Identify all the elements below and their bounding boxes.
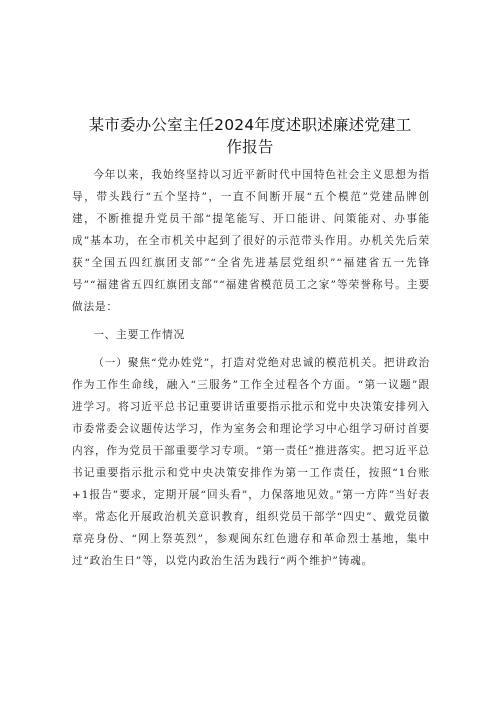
section-heading: 一、主要工作情况	[93, 329, 186, 341]
title-line-1: 某市委办公室主任2024年度述职述廉述党建工	[88, 116, 412, 134]
section-paragraph: （一）聚焦“党办姓党”，打造对党绝对忠诚的模范机关。把讲政治作为工作生命线，融入“三服务”工作全过程各个方面。“第一议题”跟进学习。将习近平总书记重要讲话重要指示批示和党中央决策安排列入市委常委会议题传达学习，作为室务会和理论学习中心组学习研讨首要内容，作为党员干部重要学习专项。“第一责任”推进落实。把习近平总书记重要指示批示和党中央决策安排作为第一工作责任，按照“1台账+1报告”要求，定期开展“回头看”，力保落地见效。”第一方阵”当好表率。常态化开展政治机关意识教育，组织党员干部学“四史”、戴党员徽章亮身份、“网上祭英烈”，参观闽东红色遗存和革命烈士基地，集中过“政治生日”等，以党内政治生活为践行“两个维护”铸魂。	[72, 357, 430, 567]
document-title	[70, 114, 430, 158]
intro-paragraph: 今年以来，我始终坚持以习近平新时代中国特色社会主义思想为指导，带头践行“五个坚持”，一直不间断开展“五个模范”党建品牌创建，不断推提升党员干部“提笔能写、开口能讲、问策能对、办事能成”基本功，在全市机关中起到了很好的示范带头作用。办机关先后荣获“全国五四红旗团支部”“全省先进基层党组织”“福建省五一先锋号”“福建省五四红旗团支部”“福建省模范员工之家”等荣誉称号。主要做法是：	[72, 169, 430, 313]
document-body	[72, 164, 430, 572]
title-line-2: 作报告	[226, 138, 274, 156]
